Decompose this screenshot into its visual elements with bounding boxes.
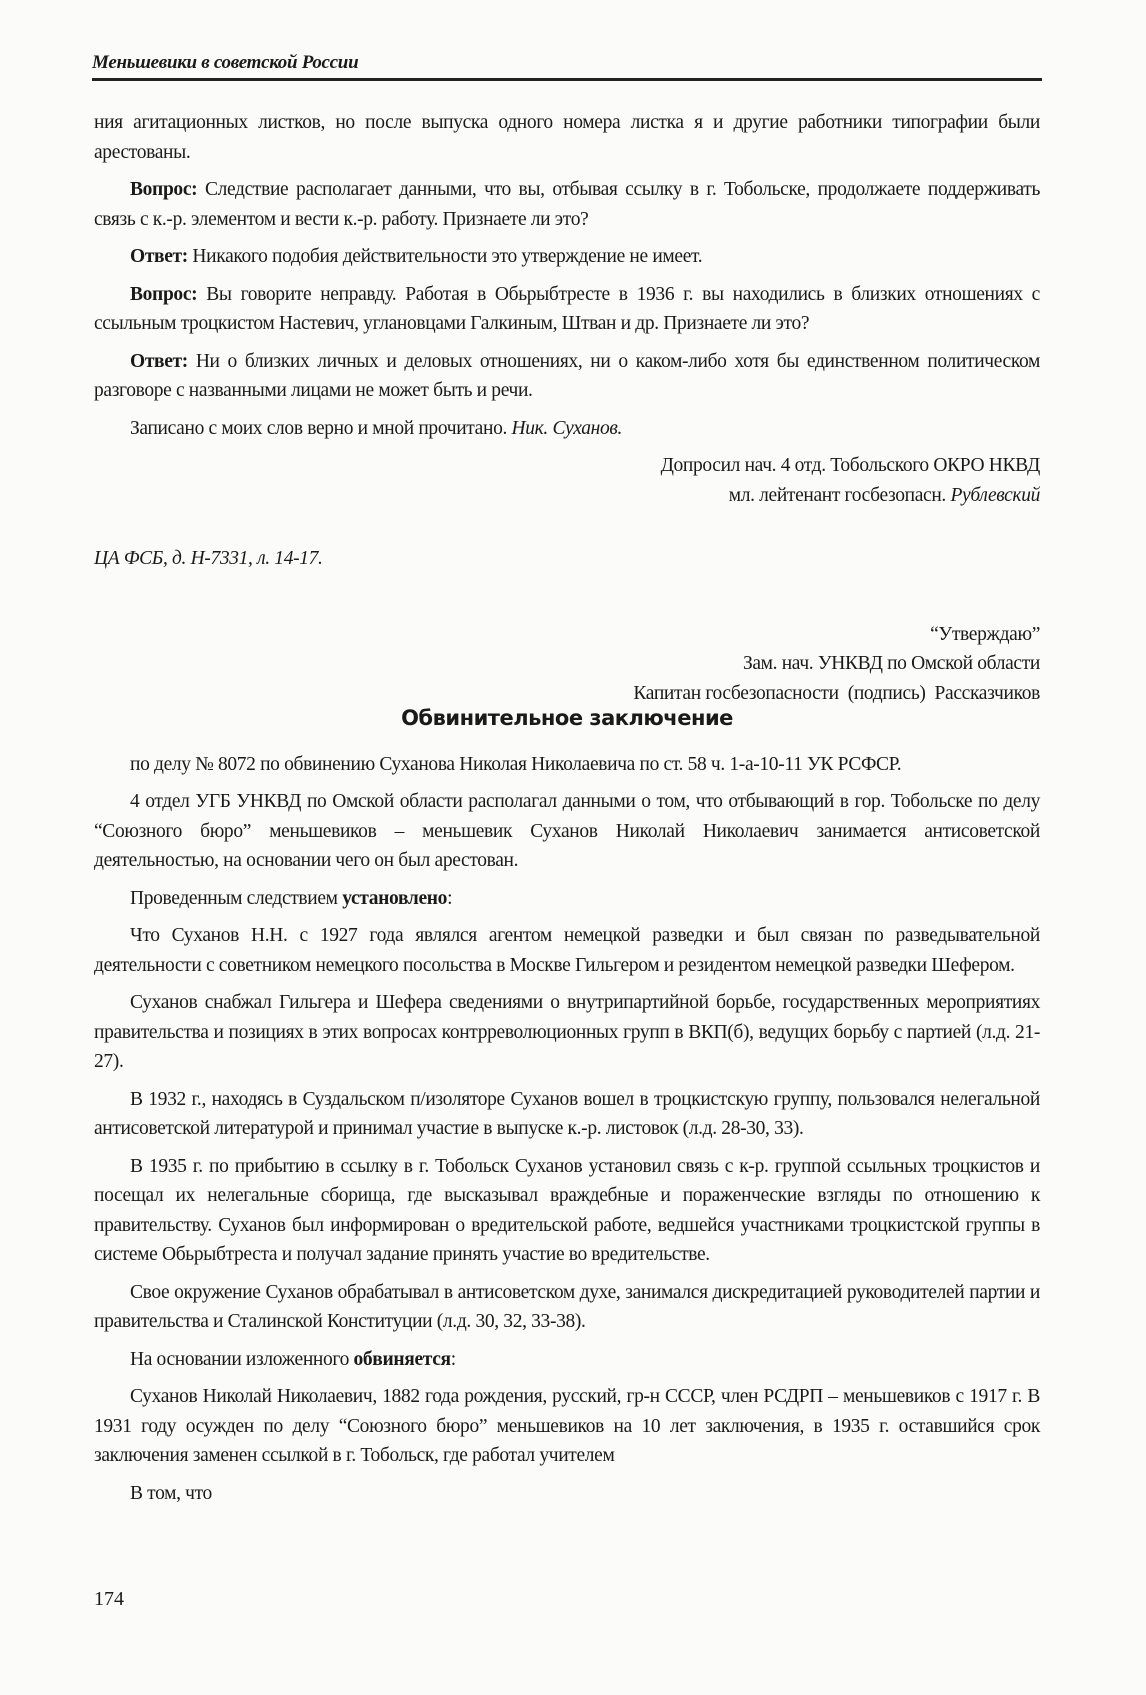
- paragraph: Суханов Николай Николаевич, 1882 года рождения, русский, гр-н СССР, член РСДРП – меньшевиков с 1917 г. В 1931 году осужден по делу “Союзного бюро” меньшевиков на 10 лет заключения, в 1935 г. оставшийся срок заключения заменен ссылкой в г. Тобольск, где работал учителем: [94, 1386, 1040, 1466]
- page-number: 174: [94, 1588, 124, 1610]
- answer-paragraph: [94, 347, 1040, 406]
- approval-line-1: “Утверждаю”: [930, 623, 1040, 645]
- paragraph: по делу № 8072 по обвинению Суханова Николая Николаевича по ст. 58 ч. 1-а-10-11 УК РСФСР.: [130, 753, 902, 775]
- question-text: Следствие располагает данными, что вы, отбывая ссылку в г. Тобольске, продолжаете поддерживать связь с к.-р. элементом и вести к.-р. работу. Признаете ли это?: [94, 179, 1040, 230]
- answer-text: Никакого подобия действительности это утверждение не имеет.: [187, 246, 703, 267]
- running-header: [92, 52, 1042, 81]
- answer-label: Ответ:: [130, 246, 188, 267]
- text: На основании изложенного: [130, 1348, 354, 1370]
- archive-source: ЦА ФСБ, д. Н-7331, л. 14-17.: [94, 548, 323, 569]
- paragraph: В 1932 г., находясь в Суздальском п/изоляторе Суханов вошел в троцкистскую группу, пользовался нелегальной антисоветской литературой и принимал участие в выпуске к.-р. листовок (л.д. 28-30, 33).: [94, 1088, 1040, 1139]
- text: :: [450, 1348, 456, 1370]
- paragraph: Что Суханов Н.Н. с 1927 года являлся агентом немецкой разведки и был связан по разведывательной деятельности с советником немецкого посольства в Москве Гильгером и резидентом немецкой разведки Шефером.: [94, 925, 1040, 976]
- text: :: [447, 887, 453, 909]
- running-title: Меньшевики в советской России: [92, 52, 359, 73]
- paragraph: В 1935 г. по прибытию в ссылку в г. Тобольск Суханов установил связь с к-р. группой ссыльных троцкистов и посещал их нелегальные сборища, где высказывал враждебные и пораженческие взгляды по отношению к правительству. Суханов был информирован о вредительской работе, ведшейся участниками троцкистской группы в системе Обьрыбтреста и получал задание принять участие во вредительстве.: [94, 1155, 1040, 1265]
- question-label: Вопрос:: [130, 179, 198, 200]
- paragraph: [94, 1345, 1040, 1375]
- paragraph: В том, что: [130, 1482, 212, 1504]
- signature: Ник. Суханов.: [511, 417, 623, 439]
- paragraph: ния агитационных листков, но после выпуска одного номера листка я и другие работники типографии были арестованы.: [94, 112, 1040, 163]
- approval-line-2: Зам. нач. УНКВД по Омской области: [742, 653, 1040, 674]
- answer-paragraph: [94, 242, 1040, 272]
- paragraph: 4 отдел УГБ УНКВД по Омской области располагал данными о том, что отбывающий в гор. Тобольске по делу “Союзного бюро” меньшевиков – меньшевик Суханов Николай Николаевич занимается антисоветской деятельностью, на основании чего он был арестован.: [94, 791, 1040, 871]
- recorded-text: Записано с моих слов верно и мной прочитано.: [130, 417, 512, 439]
- interrogator-line-1: Допросил нач. 4 отд. Тобольского ОКРО НКВД: [660, 455, 1040, 476]
- bold-text: установлено: [342, 887, 448, 909]
- question-paragraph: [94, 280, 1040, 339]
- interrogator-line-2: [94, 481, 1040, 511]
- interrogator-rank: мл. лейтенант госбезопасн.: [728, 484, 951, 506]
- header-rule: [92, 78, 1042, 81]
- answer-text: Ни о близких личных и деловых отношениях, ни о каком-либо хотя бы единственном политическом разговоре с названными лицами не может быть и речи.: [94, 350, 1040, 401]
- question-text: Вы говорите неправду. Работая в Обьрыбтресте в 1936 г. вы находились в близких отношениях с ссыльным троцкистом Настевич, углановцами Галкиным, Штван и др. Признаете ли это?: [94, 283, 1040, 334]
- question-paragraph: [94, 175, 1040, 234]
- answer-label: Ответ:: [130, 350, 188, 372]
- text: Проведенным следствием: [130, 887, 343, 909]
- bold-text: обвиняется: [353, 1348, 451, 1370]
- paragraph: Свое окружение Суханов обрабатывал в антисоветском духе, занимался дискредитацией руководителей партии и правительства и Сталинской Конституции (л.д. 30, 32, 33-38).: [94, 1281, 1040, 1332]
- question-label: Вопрос:: [130, 283, 198, 305]
- document-title: Обвинительное заключение: [401, 706, 733, 730]
- page-body: [94, 108, 1040, 1516]
- signature: Рублевский: [950, 484, 1040, 506]
- paragraph: Суханов снабжал Гильгера и Шефера сведениями о внутрипартийной борьбе, государственных мероприятиях правительства и позициях в этих вопросах контрреволюционных групп в ВКП(б), ведущих борьбу с партией (л.д. 21-27).: [94, 992, 1040, 1072]
- paragraph: [94, 884, 1040, 914]
- approval-line-3: Капитан госбезопасности (подпись) Рассказчиков: [633, 682, 1040, 704]
- recorded-statement: [94, 414, 1040, 444]
